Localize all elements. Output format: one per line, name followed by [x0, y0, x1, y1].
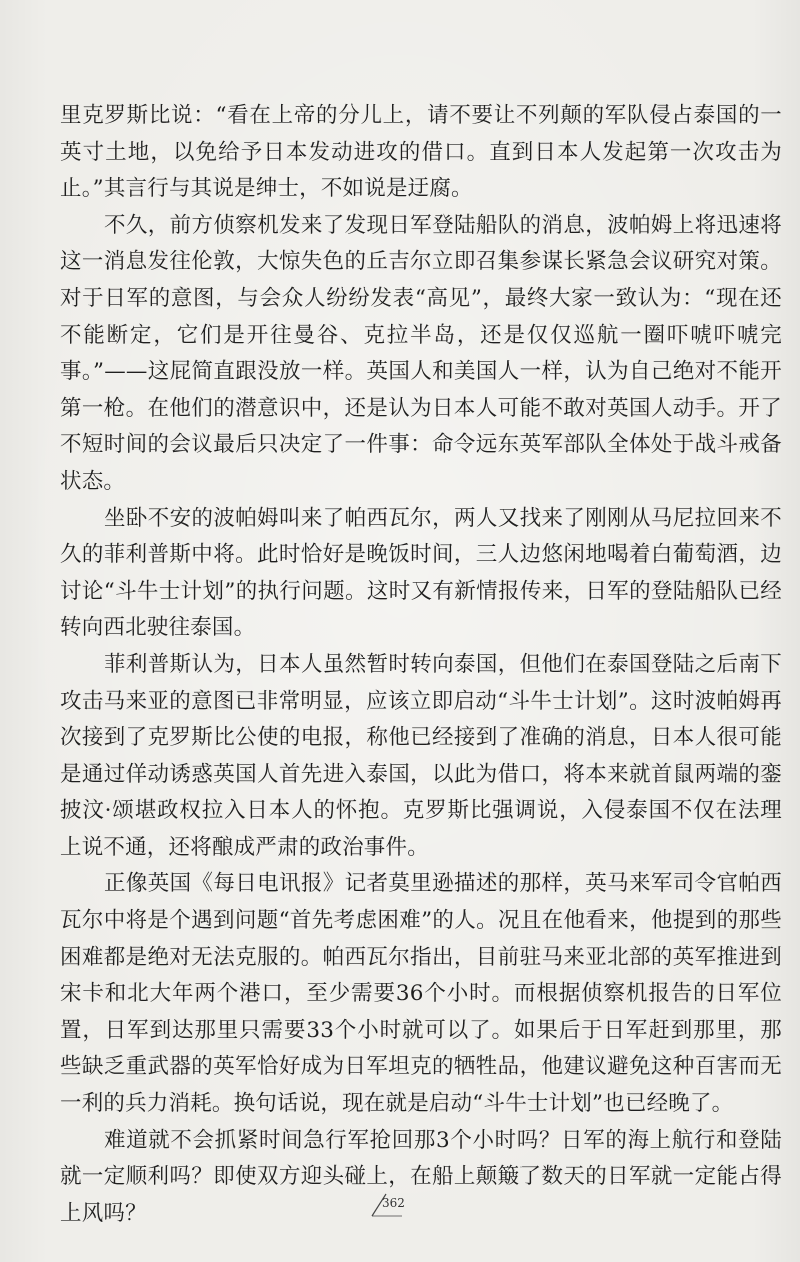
paper-speck: [744, 402, 747, 405]
paragraph-3: 坐卧不安的波帕姆叫来了帕西瓦尔，两人又找来了刚刚从马尼拉回来不久的菲利普斯中将。此时恰好是晚饭时间，三人边悠闲地喝着白葡萄酒，边讨论“斗牛士计划”的执行问题。这时又有新情报传来，日军的登陆船队已经转向西北驶往泰国。: [60, 505, 782, 641]
paragraph-2: 不久，前方侦察机发来了发现日军登陆船队的消息，波帕姆上将迅速将这一消息发往伦敦，大惊失色的丘吉尔立即召集参谋长紧急会议研究对策。对于日军的意图，与会众人纷纷发表“高见”，最终大家一致认为：“现在还不能断定，它们是开往曼谷、克拉半岛，还是仅仅巡航一圈吓唬吓唬完事。”——这屁简直跟没放一样。英国人和美国人一样，认为自己绝对不能开第一枪。在他们的潜意识中，还是认为日本人可能不敢对英国人动手。开了不短时间的会议最后只决定了一件事：命令远东英军部队全体处于战斗戒备状态。: [60, 212, 782, 494]
paragraph-1: 里克罗斯比说：“看在上帝的分儿上，请不要让不列颠的军队侵占泰国的一英寸土地，以免给予日本发动进攻的借口。直到日本人发起第一次攻击为止。”其言行与其说是绅士，不如说是迂腐。: [60, 103, 782, 202]
page-number: 362: [382, 1196, 405, 1210]
paragraph-5: 正像英国《每日电讯报》记者莫里逊描述的那样，英马来军司令官帕西瓦尔中将是个遇到问题“首先考虑困难”的人。况且在他看来，他提到的那些困难都是绝对无法克服的。帕西瓦尔指出，目前驻马来亚北部的英军推进到宋卡和北大年两个港口，至少需要36个小时。而根据侦察机报告的日军位置，日军到达那里只需要33个小时就可以了。如果后于日军赶到那里，那些缺乏重武器的英军恰好成为日军坦克的牺牲品，他建议避免这种百害而无一利的兵力消耗。换句话说，现在就是启动“斗牛士计划”也已经晚了。: [60, 871, 782, 1117]
paper-speck: [520, 1166, 522, 1168]
paper-speck: [708, 744, 710, 746]
paragraph-4: 菲利普斯认为，日本人虽然暂时转向泰国，但他们在泰国登陆之后南下攻击马来亚的意图已非常明显，应该立即启动“斗牛士计划”。这时波帕姆再次接到了克罗斯比公使的电报，称他已经接到了准确的消息，日本人很可能是通过佯动诱惑英国人首先进入泰国，以此为借口，将本来就首鼠两端的銮披汶·颂堪政权拉入日本人的怀抱。克罗斯比强调说，入侵泰国不仅在法理上说不通，还将酿成严肃的政治事件。: [60, 651, 782, 860]
page-folio: [368, 1190, 428, 1218]
paragraph-6: 难道就不会抓紧时间急行军抢回那3个小时吗？日军的海上航行和登陆就一定顺利吗？即使双方迎头碰上，在船上颠簸了数天的日军就一定能占得上风吗？: [60, 1127, 782, 1226]
body-text: [60, 98, 782, 1232]
